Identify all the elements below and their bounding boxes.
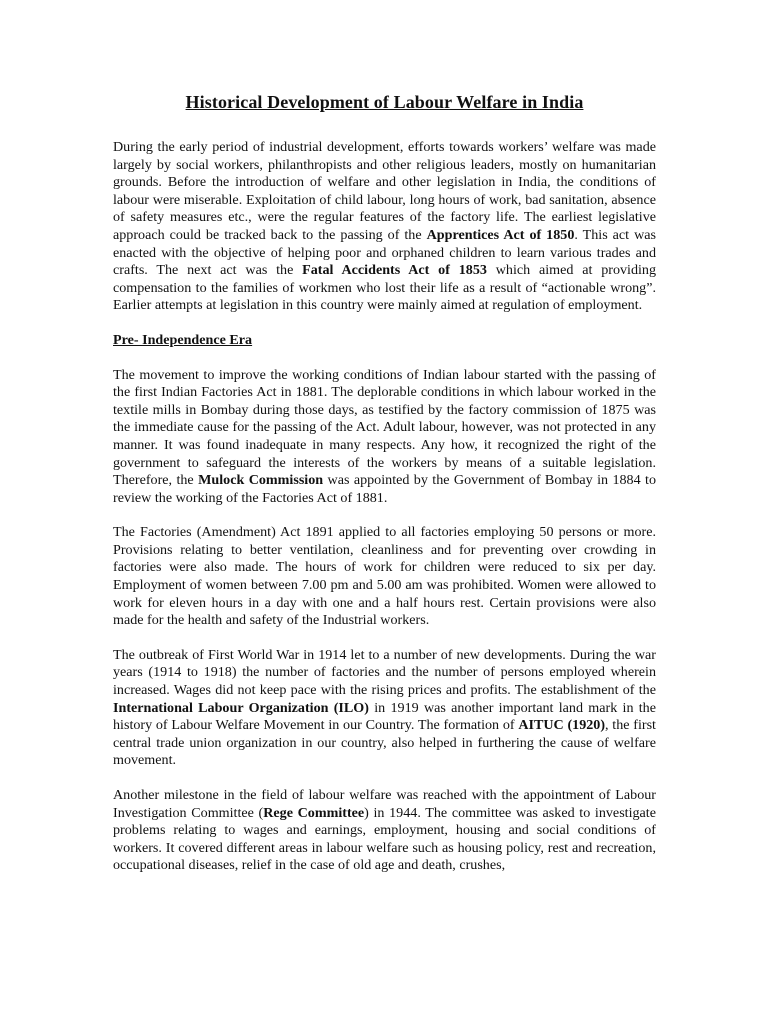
text-run: During the early period of industrial development, efforts towards workers’ welfare was made largely by social workers, philanthropists and other religious leaders, mostly on humanitarian grounds. Before the introduction of welfare and other legislation in India, the conditions of labour were miserable. Exploitation of child labour, long hours of work, bad sanitation, absence of safety measures etc., were the regular features of the factory life. The earliest legislative approach could be tracked back to the passing of the xyxy=(113,139,656,243)
bold-term-apprentices-act: Apprentices Act of 1850 xyxy=(426,226,575,243)
text-run: which aimed at providing compensation to the families of workmen who lost their life as a result of “actionable wrong”. Earlier attempts at legislation in this country were mainly aimed at regulation of employment. xyxy=(113,262,657,314)
bold-term-ilo: International Labour Organization (ILO) xyxy=(113,699,369,716)
text-run: was appointed by the Government of Bombay in 1884 to review the working of the Factories Act of 1881. xyxy=(113,472,656,506)
bold-term-aituc: AITUC (1920) xyxy=(518,717,606,734)
amendment-act-paragraph: The Factories (Amendment) Act 1891 applied to all factories employing 50 persons or more. Provisions relating to better ventilation, cleanliness and for preventing over crowding in factories were also made. The hours of work for children were reduced to six per day. Employment of women between 7.00 pm and 5.00 am was prohibited. Women were allowed to work for eleven hours in a day with one and a half hours rest. Certain provisions were also made for the health and safety of the Industrial workers. xyxy=(113,524,656,629)
text-run: The outbreak of First World War in 1914 let to a number of new developments. During the war years (1914 to 1918) the number of factories and the number of persons employed wherein increased. Wages did not keep pace with the rising prices and profits. The establishment of the xyxy=(113,646,656,699)
bold-term-rege-committee: Rege Committee xyxy=(263,804,365,821)
text-run: . This act was enacted with the objective of helping poor and orphaned children to learn various trades and crafts. The next act was the xyxy=(113,226,656,279)
factories-act-paragraph xyxy=(113,367,656,508)
text-run: The movement to improve the working conditions of Indian labour started with the passing of the first Indian Factories Act in 1881. The deplorable conditions in which labour worked in the textile mills in Bombay during those days, as testified by the factory commission of 1875 was the immediate cause for the passing of the Act. Adult labour, however, was not protected in any manner. It was found inadequate in many respects. Any how, it recognized the right of the government to safeguard the interests of the workers by means of a suitable legislation. Therefore, the xyxy=(113,366,656,489)
text-run: ) in 1944. The committee was asked to investigate problems relating to wages and earnings, employment, housing and social conditions of workers. It covered different areas in labour welfare such as housing policy, rest and recreation, occupational diseases, relief in the case of old age and death, crushes, xyxy=(113,804,656,874)
intro-paragraph xyxy=(113,139,656,315)
world-war-paragraph xyxy=(113,647,656,770)
section-heading-pre-independence: Pre- Independence Era xyxy=(113,331,253,348)
bold-term-mulock-commission: Mulock Commission xyxy=(198,472,324,489)
text-run: Another milestone in the field of labour welfare was reached with the appointment of Labour Investigation Committee ( xyxy=(113,787,656,821)
text-run: in 1919 was another important land mark in the history of Labour Welfare Movement in our Country. The formation of xyxy=(113,699,656,734)
rege-committee-paragraph xyxy=(113,787,656,875)
text-run: , the first central trade union organization in our country, also helped in furthering the cause of welfare movement. xyxy=(113,717,656,769)
bold-term-fatal-accidents-act: Fatal Accidents Act of 1853 xyxy=(302,262,487,279)
page-title: Historical Development of Labour Welfare in India xyxy=(185,92,584,112)
